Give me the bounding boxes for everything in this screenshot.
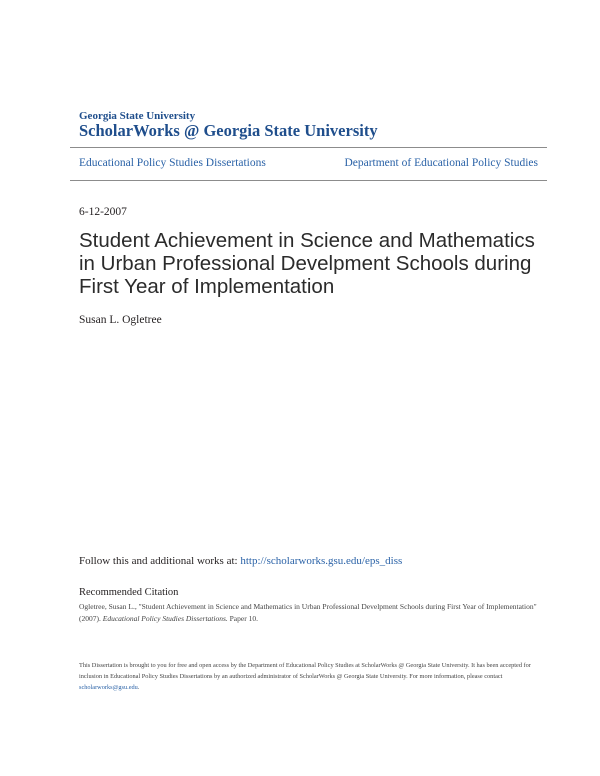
citation-heading: Recommended Citation	[79, 587, 179, 598]
citation-text	[79, 601, 539, 625]
department-link[interactable]: Department of Educational Policy Studies	[344, 157, 538, 169]
follow-text: Follow this and additional works at:	[79, 555, 241, 567]
top-divider	[70, 147, 547, 148]
series-link[interactable]: Educational Policy Studies Dissertations	[79, 157, 266, 169]
author-name: Susan L. Ogletree	[79, 314, 162, 326]
citation-main: Ogletree, Susan L., "Student Achievement in Science and Mathematics in Urban Professional Develpment Schools during First Year of Implementation" (2007).	[79, 602, 537, 623]
document-title: Student Achievement in Science and Mathematics in Urban Professional Develpment Schools during First Year of Implementation	[79, 229, 535, 298]
follow-line	[79, 555, 402, 567]
contact-email-link[interactable]: scholarworks@gsu.edu	[79, 684, 138, 691]
access-notice-end: .	[137, 684, 140, 691]
access-notice	[79, 660, 534, 693]
institution-name: Georgia State University	[79, 110, 196, 122]
citation-series: Educational Policy Studies Dissertations.	[102, 614, 228, 623]
repository-link[interactable]: ScholarWorks @ Georgia State University	[79, 121, 378, 140]
bottom-divider	[70, 180, 547, 181]
publication-date: 6-12-2007	[79, 206, 127, 218]
collection-link[interactable]: http://scholarworks.gsu.edu/eps_diss	[240, 555, 403, 567]
access-notice-text: This Dissertation is brought to you for free and open access by the Department of Educational Policy Studies at ScholarWorks @ Georgia State University. It has been accepted for inclusion in Educational Policy Studies Dissertations by an authorized administrator of ScholarWorks @ Georgia State University. For more information, please contact	[79, 662, 531, 680]
citation-paper: Paper 10.	[227, 614, 258, 623]
